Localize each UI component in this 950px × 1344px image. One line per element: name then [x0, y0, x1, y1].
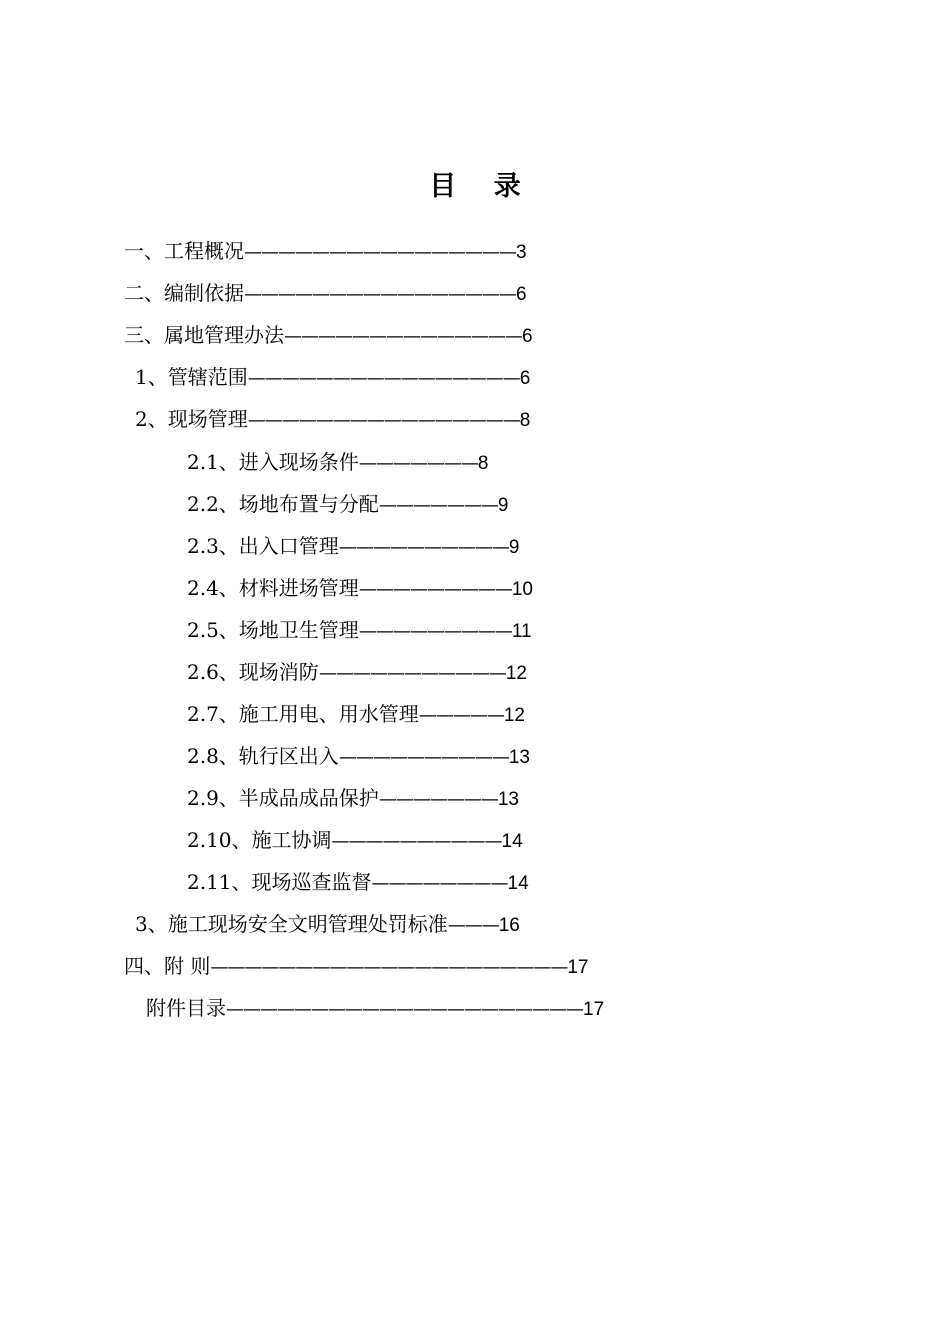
toc-entry-leader: ——————————— — [318, 663, 506, 684]
toc-entry[interactable] — [187, 531, 519, 561]
toc-entry-leader: ——————— — [358, 453, 478, 474]
toc-entry-leader: —————————— — [331, 831, 502, 852]
toc-entry-leader: ——————— — [378, 495, 498, 516]
toc-entry-leader: ————————— — [358, 621, 512, 642]
toc-entry[interactable] — [124, 320, 533, 350]
toc-entry[interactable] — [187, 699, 525, 729]
toc-entry-page: 8 — [519, 410, 531, 431]
toc-entry[interactable] — [146, 993, 604, 1023]
toc-entry[interactable] — [187, 867, 529, 897]
toc-entry-page: 14 — [501, 831, 523, 852]
toc-entry-leader: ——————— — [378, 789, 498, 810]
toc-entry-leader: ———————————————— — [247, 368, 520, 389]
toc-entry[interactable] — [187, 447, 488, 477]
toc-entry-page: 11 — [511, 621, 532, 642]
toc-entry[interactable] — [187, 615, 532, 645]
toc-entry[interactable] — [187, 657, 527, 687]
toc-entry-label: 四、附 则 — [124, 954, 211, 978]
toc-entry-page: 9 — [508, 537, 520, 558]
toc-entry-page: 13 — [497, 789, 519, 810]
toc-entry[interactable] — [135, 404, 530, 434]
toc-entry[interactable] — [135, 909, 520, 939]
toc-entry-label: 二、编制依据 — [124, 281, 244, 305]
toc-entry-label: 2.2、场地布置与分配 — [187, 492, 379, 516]
toc-entry-label: 2.11、现场巡查监督 — [187, 870, 372, 894]
toc-entry-leader: ————————— — [358, 579, 512, 600]
toc-entry[interactable] — [135, 362, 530, 392]
toc-entry-label: 2.5、场地卫生管理 — [187, 618, 359, 642]
toc-entry[interactable] — [187, 741, 530, 771]
toc-entry-label: 2.1、进入现场条件 — [187, 450, 359, 474]
toc-entry-label: 2.4、材料进场管理 — [187, 576, 359, 600]
toc-entry-page: 6 — [522, 326, 533, 347]
toc-entry[interactable] — [187, 783, 519, 813]
toc-entry-page: 17 — [567, 957, 589, 978]
toc-entry-leader: ———————————————— — [247, 410, 520, 431]
page-title: 目 录 — [429, 171, 535, 202]
toc-entry-leader: ————————————————————— — [226, 999, 583, 1020]
toc-entry-leader: ————————————————————— — [210, 957, 568, 978]
toc-entry-leader: —————————— — [338, 747, 509, 768]
toc-entry-label: 一、工程概况 — [124, 239, 244, 263]
toc-entry-leader: —————————— — [338, 537, 509, 558]
toc-entry-page: 16 — [498, 915, 520, 936]
toc-entry-label: 2.8、轨行区出入 — [187, 744, 339, 768]
toc-entry-label: 2.10、施工协调 — [187, 828, 332, 852]
toc-entry-label: 三、属地管理办法 — [124, 323, 284, 347]
toc-entry-label: 附件目录 — [146, 996, 226, 1020]
toc-entry-page: 12 — [505, 663, 527, 684]
toc-entry-label: 2、现场管理 — [135, 407, 248, 431]
toc-entry-leader: ———————————————— — [244, 284, 516, 305]
toc-entry-page: 14 — [507, 873, 529, 894]
toc-entry-page: 10 — [511, 579, 533, 600]
toc-entry-page: 9 — [497, 495, 509, 516]
toc-entry-leader: ————— — [418, 705, 504, 726]
toc-entry-label: 2.3、出入口管理 — [187, 534, 339, 558]
toc-entry[interactable] — [124, 278, 527, 308]
toc-entry-leader: ———————— — [371, 873, 508, 894]
toc-entry-page: 6 — [516, 284, 527, 305]
toc-entry[interactable] — [187, 573, 533, 603]
toc-entry-page: 13 — [508, 747, 530, 768]
toc-entry-label: 2.9、半成品成品保护 — [187, 786, 379, 810]
toc-entry-page: 3 — [516, 242, 527, 263]
toc-entry-label: 2.7、施工用电、用水管理 — [187, 702, 419, 726]
toc-entry-page: 12 — [503, 705, 525, 726]
toc-entry-leader: —————————————— — [284, 326, 522, 347]
toc-entry-page: 17 — [583, 999, 605, 1020]
toc-entry-label: 2.6、现场消防 — [187, 660, 319, 684]
toc-entry-page: 6 — [519, 368, 531, 389]
toc-entry-label: 3、施工现场安全文明管理处罚标准 — [135, 912, 448, 936]
toc-entry-leader: ———————————————— — [244, 242, 516, 263]
toc-entry-label: 1、管辖范围 — [135, 365, 248, 389]
toc-entry-leader: ——— — [447, 915, 499, 936]
toc-entry[interactable] — [124, 236, 527, 266]
toc-entry[interactable] — [124, 951, 589, 981]
toc-entry[interactable] — [187, 825, 523, 855]
toc-entry-page: 8 — [477, 453, 489, 474]
toc-entry[interactable] — [187, 489, 508, 519]
